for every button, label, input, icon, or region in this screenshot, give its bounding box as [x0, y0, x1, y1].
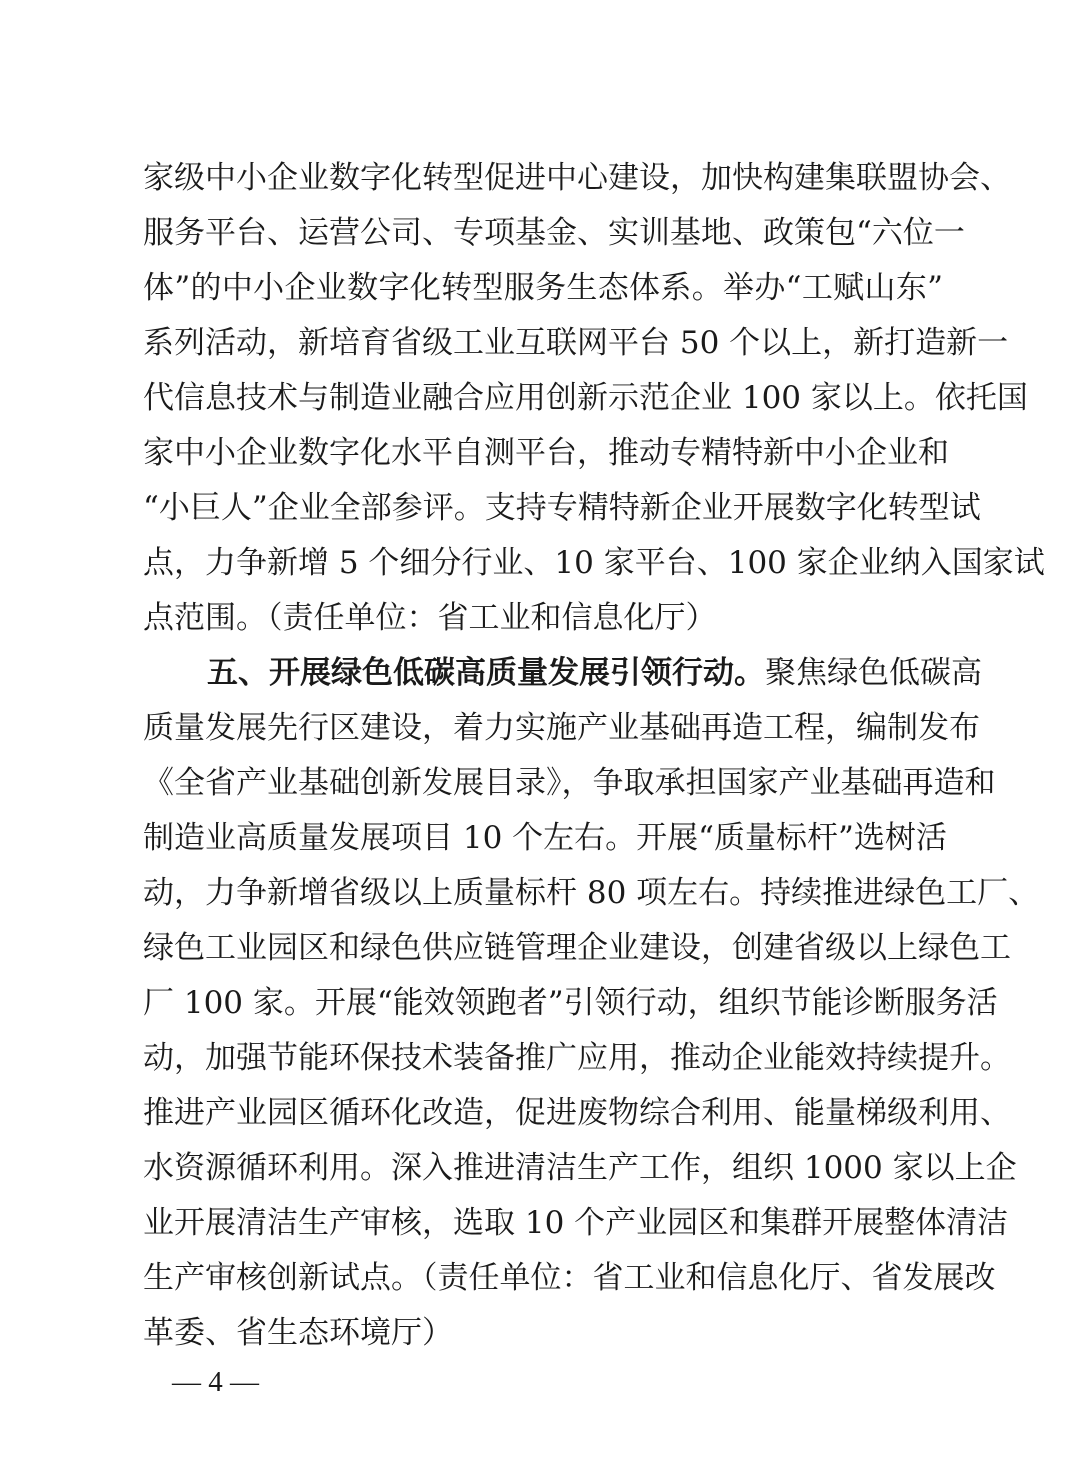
paragraph1-line-7: “小巨人”企业全部参评。支持专精特新企业开展数字化转型试: [143, 490, 981, 526]
paragraph1-line-1: 家级中小企业数字化转型促进中心建设，加快构建集联盟协会、: [143, 160, 1011, 196]
paragraph2-line-3: 《全省产业基础创新发展目录》，争取承担国家产业基础再造和: [143, 765, 996, 801]
paragraph1-line-4: 系列活动，新培育省级工业互联网平台 50 个以上，新打造新一: [143, 325, 1009, 361]
paragraph1-line-9: 点范围。（责任单位：省工业和信息化厅）: [143, 600, 717, 636]
paragraph2-first-line: [207, 653, 982, 693]
paragraph2-line-2: 质量发展先行区建设，着力实施产业基础再造工程，编制发布: [143, 710, 980, 746]
paragraph2-line-8: 动，加强节能环保技术装备推广应用，推动企业能效持续提升。: [143, 1040, 1011, 1076]
paragraph2-line-4: 制造业高质量发展项目 10 个左右。开展“质量标杆”选树活: [143, 820, 947, 856]
paragraph2-line-5: 动，力争新增省级以上质量标杆 80 项左右。持续推进绿色工厂、: [143, 875, 1040, 911]
paragraph2-line-6: 绿色工业园区和绿色供应链管理企业建设，创建省级以上绿色工: [143, 930, 1011, 966]
paragraph2-line-10: 水资源循环利用。深入推进清洁生产工作，组织 1000 家以上企: [143, 1150, 1017, 1186]
paragraph1-line-3: 体”的中小企业数字化转型服务生态体系。举办“工赋山东”: [143, 270, 943, 306]
paragraph1-line-5: 代信息技术与制造业融合应用创新示范企业 100 家以上。依托国: [143, 380, 1028, 416]
paragraph2-line-7: 厂 100 家。开展“能效领跑者”引领行动，组织节能诊断服务活: [143, 985, 998, 1021]
paragraph1-line-6: 家中小企业数字化水平自测平台，推动专精特新中小企业和: [143, 435, 949, 471]
paragraph2-line-11: 业开展清洁生产审核，选取 10 个产业园区和集群开展整体清洁: [143, 1205, 1009, 1241]
paragraph1-line-2: 服务平台、运营公司、专项基金、实训基地、政策包“六位一: [143, 215, 965, 251]
paragraph2-first-line-text: 聚焦绿色低碳高: [765, 655, 982, 691]
paragraph1-line-8: 点，力争新增 5 个细分行业、10 家平台、100 家企业纳入国家试: [143, 545, 1045, 581]
section-heading: 五、开展绿色低碳高质量发展引领行动。: [207, 655, 765, 691]
paragraph2-line-13: 革委、省生态环境厅）: [143, 1315, 453, 1351]
page-number: — 4 —: [172, 1366, 259, 1398]
paragraph2-line-9: 推进产业园区循环化改造，促进废物综合利用、能量梯级利用、: [143, 1095, 1011, 1131]
paragraph2-line-12: 生产审核创新试点。（责任单位：省工业和信息化厅、省发展改: [143, 1260, 996, 1296]
